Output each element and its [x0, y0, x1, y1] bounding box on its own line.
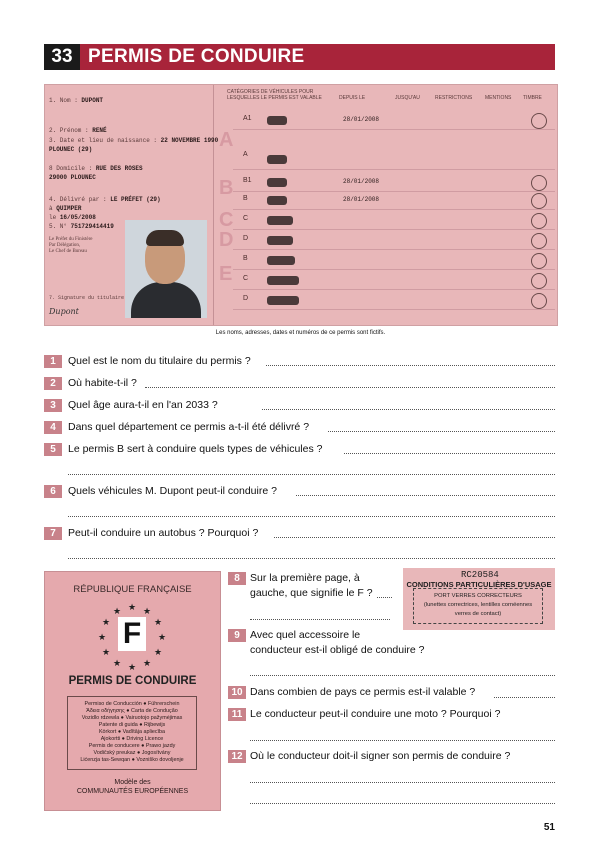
bus-trailer-icon — [267, 296, 299, 305]
category-code: C — [243, 215, 249, 222]
question-text: Le conducteur peut-il conduire une moto ? Pourquoi ? — [250, 708, 503, 720]
answer-line[interactable] — [68, 558, 555, 559]
motorbike-icon — [267, 116, 287, 125]
answer-line[interactable] — [250, 740, 555, 741]
question-number: 7 — [44, 527, 62, 540]
stamp-line: verres de contact) — [454, 611, 502, 617]
category-row — [233, 141, 555, 170]
svg-text:★: ★ — [157, 633, 167, 643]
answer-line[interactable] — [250, 803, 555, 804]
category-row — [233, 271, 555, 290]
language-line: Ajokortti ● Driving Licence — [100, 736, 164, 742]
category-date: 28/01/2008 — [343, 116, 380, 123]
languages-box — [67, 696, 197, 770]
table-header: DEPUIS LE — [339, 95, 366, 101]
category-group-letter: B — [219, 177, 234, 199]
category-date: 28/01/2008 — [343, 178, 380, 185]
table-header: LESQUELLES LE PERMIS EST VALABLE — [227, 95, 322, 101]
question-number: 11 — [228, 708, 246, 721]
question-number: 2 — [44, 377, 62, 390]
category-code: A1 — [243, 115, 252, 122]
question-number: 8 — [228, 572, 246, 585]
licence-categories-panel — [217, 85, 557, 325]
category-row — [233, 191, 555, 210]
licence-identity-panel — [45, 85, 219, 325]
truck-icon — [267, 216, 293, 225]
motorbike-icon — [267, 155, 287, 164]
stamp-title: CONDITIONS PARTICULIÈRES D'USAGE — [406, 580, 552, 589]
truck-trailer-icon — [267, 276, 299, 285]
table-header: TIMBRE — [523, 95, 542, 101]
field-value: 751729414419 — [70, 223, 114, 230]
answer-line[interactable] — [68, 516, 555, 517]
svg-text:★: ★ — [97, 633, 107, 643]
category-code: D — [243, 295, 249, 302]
category-group-letter: D — [219, 229, 234, 251]
category-row — [233, 111, 555, 130]
field-label: 4. Délivré par : — [49, 196, 107, 203]
svg-text:★: ★ — [101, 618, 111, 628]
language-line: Körkort ● Vadītāja apliecība — [98, 729, 166, 735]
category-date: 28/01/2008 — [343, 196, 380, 203]
authority-line: Le Chef de Bureau — [49, 249, 87, 254]
question-text: Sur la première page, à — [250, 572, 363, 584]
page-title: PERMIS DE CONDUIRE — [80, 44, 555, 70]
table-header: MENTIONS — [485, 95, 512, 101]
question-text: gauche, que signifie le F ? — [250, 587, 376, 599]
answer-line[interactable] — [68, 474, 555, 475]
question-number: 6 — [44, 485, 62, 498]
question-number: 9 — [228, 629, 246, 642]
category-group-letter: E — [219, 263, 233, 285]
holder-photo — [125, 220, 207, 318]
field-value: LE PRÉFET (29) — [110, 196, 161, 203]
question-text: Dans quel département ce permis a-t-il été délivré ? — [68, 421, 312, 433]
stamp-line: PORT VERRES CORRECTEURS — [434, 593, 522, 599]
authority-line: Par Délégation, — [49, 243, 81, 248]
answer-line[interactable] — [274, 537, 555, 538]
driving-licence-image — [44, 84, 558, 326]
authority-line: Le Préfet du Finistère — [49, 237, 93, 242]
table-header: RESTRICTIONS — [435, 95, 473, 101]
field-value: 16/05/2008 — [59, 214, 96, 221]
question-text: Quels véhicules M. Dupont peut-il conduire ? — [68, 485, 280, 497]
answer-line[interactable] — [296, 495, 555, 496]
question-text: Le permis B sert à conduire quels types de véhicules ? — [68, 443, 325, 455]
question-number: 1 — [44, 355, 62, 368]
question-text: Où le conducteur doit-il signer son permis de conduire ? — [250, 750, 513, 762]
answer-line[interactable] — [266, 365, 555, 366]
field-label: 5. N° — [49, 223, 68, 230]
model-line: Modèle des — [114, 779, 151, 786]
stamp-icon — [531, 233, 547, 249]
category-group-letter: C — [219, 209, 234, 231]
language-line: Vozidlo rdzewla ● Vairuotojo pažymėjimas — [81, 715, 183, 721]
field-value: QUIMPER — [56, 205, 82, 212]
svg-text:★: ★ — [101, 648, 111, 658]
question-number: 12 — [228, 750, 246, 763]
category-code: C — [243, 275, 249, 282]
svg-text:★: ★ — [127, 663, 137, 672]
answer-line[interactable] — [250, 675, 555, 676]
car-icon — [267, 196, 287, 205]
answer-line[interactable] — [494, 697, 555, 698]
category-group-letter: A — [219, 129, 234, 151]
signature-label: 7. Signature du titulaire — [49, 295, 125, 301]
svg-text:★: ★ — [112, 607, 122, 617]
question-number: 5 — [44, 443, 62, 456]
table-header: CATÉGORIES DE VÉHICULES POUR — [227, 89, 314, 95]
language-line: Permis de conducere ● Prawo jazdy — [88, 743, 176, 749]
category-code: A — [243, 151, 248, 158]
svg-text:★: ★ — [127, 603, 137, 613]
cover-model — [45, 778, 220, 796]
category-row — [233, 231, 555, 250]
field-label: le — [49, 214, 57, 221]
answer-line[interactable] — [250, 619, 390, 620]
page-number: 51 — [543, 822, 555, 833]
category-row — [233, 211, 555, 230]
conditions-stamp-image — [403, 568, 555, 630]
stamp-line: (lunettes correctrices, lentilles cornéennes — [423, 602, 533, 608]
model-line: COMMUNAUTÉS EUROPÉENNES — [76, 788, 189, 795]
language-line: Permiso de Conducción ● Führerschein — [84, 701, 180, 707]
answer-line[interactable] — [344, 453, 555, 454]
language-line: Patente di guida ● Rijbewijs — [98, 722, 166, 728]
category-code: B1 — [243, 177, 252, 184]
category-code: D — [243, 235, 249, 242]
question-number: 3 — [44, 399, 62, 412]
field-value: 22 NOVEMBRE 1990 — [160, 137, 219, 144]
stamp-icon — [531, 253, 547, 269]
question-text: conducteur est-il obligé de conduire ? — [250, 644, 428, 656]
svg-text:★: ★ — [142, 659, 152, 669]
field-value: RUE DES ROSES — [95, 165, 143, 172]
field-label: 1. Nom : — [49, 97, 78, 104]
category-row — [233, 251, 555, 270]
republic-label: RÉPUBLIQUE FRANÇAISE — [73, 584, 192, 595]
field-value: PLOUNEC (29) — [49, 146, 93, 153]
question-text: Quel âge aura-t-il en l'an 2033 ? — [68, 399, 221, 411]
language-line: Lićenzja tas-Sewqan ● Vozniško dovoljenje — [80, 757, 184, 763]
field-label: 8 Domicile : — [49, 165, 93, 172]
answer-line[interactable] — [328, 431, 555, 432]
van-icon — [267, 178, 287, 187]
stamp-icon — [531, 273, 547, 289]
svg-text:★: ★ — [112, 659, 122, 669]
question-text: Quel est le nom du titulaire du permis ? — [68, 355, 254, 367]
svg-text:★: ★ — [153, 648, 163, 658]
section-number: 33 — [44, 44, 80, 70]
field-label: à — [49, 205, 53, 212]
question-text: Peut-il conduire un autobus ? Pourquoi ? — [68, 527, 261, 539]
stamp-code: RC20584 — [461, 570, 499, 580]
question-number: 10 — [228, 686, 246, 699]
image-caption: Les noms, adresses, dates et numéros de ce permis sont fictifs. — [215, 330, 386, 336]
question-text: Dans combien de pays ce permis est-il valable ? — [250, 686, 478, 698]
answer-line[interactable] — [262, 409, 555, 410]
language-line: Άδεια οδήγησης ● Carta de Condução — [86, 708, 178, 714]
stamp-icon — [531, 293, 547, 309]
question-text: Avec quel accessoire le — [250, 629, 363, 641]
licence-booklet-cover — [44, 571, 221, 811]
field-value: 29000 PLOUNEC — [49, 174, 96, 181]
answer-line[interactable] — [145, 387, 555, 388]
category-row — [233, 291, 555, 310]
category-code: B — [243, 195, 248, 202]
country-letter: F — [118, 617, 146, 651]
car-trailer-icon — [267, 256, 295, 265]
category-row — [233, 173, 555, 192]
question-number: 4 — [44, 421, 62, 434]
answer-line[interactable] — [250, 782, 555, 783]
stamp-icon — [531, 213, 547, 229]
language-line: Vodičský preukaz ● Jogosítvány — [93, 750, 171, 756]
category-code: B — [243, 255, 248, 262]
bus-icon — [267, 236, 293, 245]
svg-text:★: ★ — [153, 618, 163, 628]
stamp-icon — [531, 193, 547, 209]
field-value: DUPONT — [81, 97, 104, 104]
stamp-icon — [531, 113, 547, 129]
stamp-icon — [531, 175, 547, 191]
stamp-box — [413, 588, 543, 624]
svg-text:★: ★ — [142, 607, 152, 617]
field-value: RENÉ — [92, 127, 107, 134]
question-text: Où habite-t-il ? — [68, 377, 140, 389]
table-header: JUSQU'AU — [395, 95, 420, 101]
field-label: 3. Date et lieu de naissance : — [49, 137, 158, 144]
signature: Dupont — [49, 307, 79, 316]
cover-title: PERMIS DE CONDUIRE — [68, 675, 197, 687]
field-label: 2. Prénom : — [49, 127, 89, 134]
